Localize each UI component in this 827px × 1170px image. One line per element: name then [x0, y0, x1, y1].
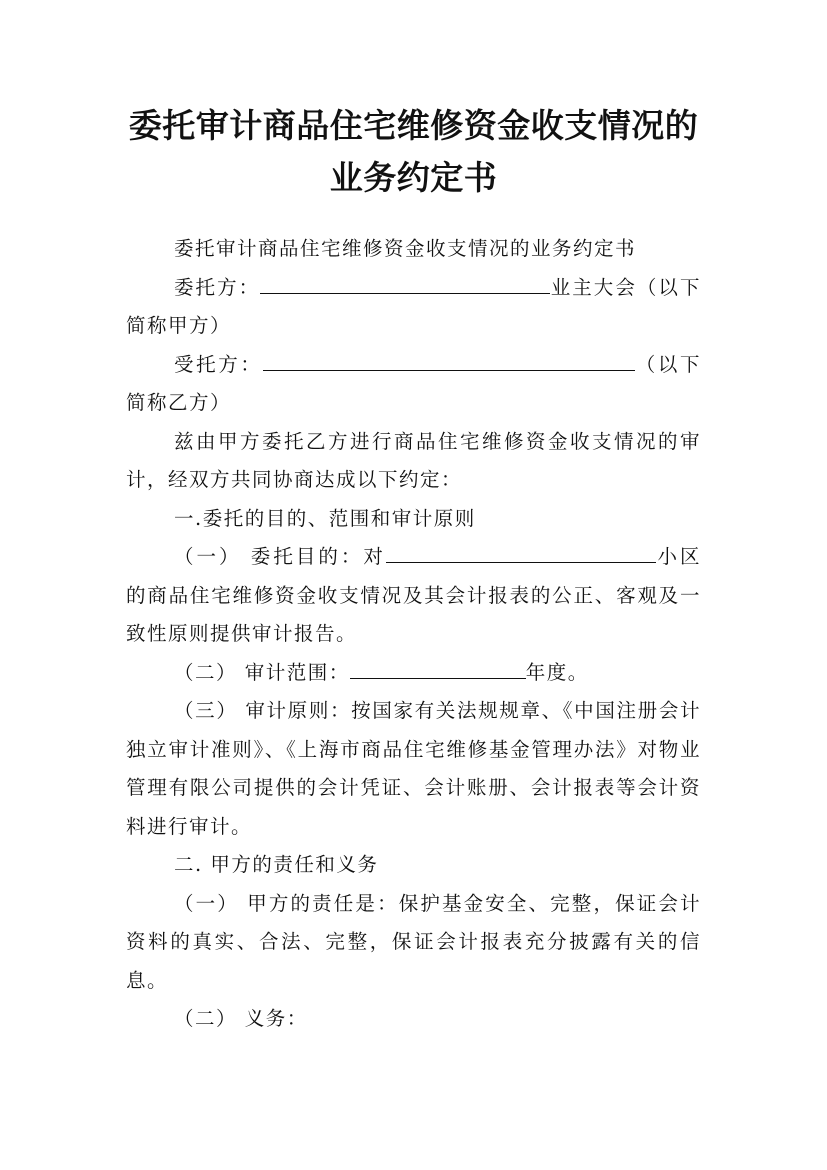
purpose-label: （一） 委托目的：对: [174, 545, 386, 568]
purpose-text: 小区的商品住宅维修资金收支情况及其会计报表的公正、客观及一致性原则提供审计报告。: [126, 545, 701, 645]
scope-label: （二） 审计范围：: [174, 660, 350, 684]
scope-suffix: 年度。: [525, 660, 589, 684]
document-title: 委托审计商品住宅维修资金收支情况的业务约定书: [128, 106, 699, 197]
audit-year-blank: [350, 659, 526, 679]
section-1-item-3: （三） 审计原则：按国家有关法规规章、《中国注册会计独立审计准则》、《上海市商品住宅维修基金管理办法》对物业管理有限公司提供的会计凭证、会计账册、会计报表等会计资料进行审计。: [126, 699, 701, 838]
contractor-label: 受托方：: [174, 352, 263, 376]
client-suffix: 业主大会（以下简称甲方）: [126, 275, 701, 337]
client-name-blank: [260, 274, 550, 294]
subtitle-paragraph: 委托审计商品住宅维修资金收支情况的业务约定书: [174, 237, 637, 260]
contractor-suffix: （以下简称乙方）: [126, 352, 701, 414]
section-1-item-1: [126, 538, 701, 654]
section-2-heading: 二. 甲方的责任和义务: [174, 853, 379, 876]
contractor-paragraph: [126, 346, 701, 423]
section-1-item-2: [126, 654, 701, 693]
section-2-item-2: （二） 义务：: [174, 1007, 308, 1030]
document-body: [126, 230, 701, 1039]
contractor-name-blank: [263, 351, 635, 371]
section-1-heading: 一.委托的目的、范围和审计原则: [174, 506, 476, 530]
client-label: 委托方：: [174, 275, 261, 299]
intro-paragraph: 兹由甲方委托乙方进行商品住宅维修资金收支情况的审计，经双方共同协商达成以下约定：: [126, 429, 701, 491]
section-2-item-1: （一） 甲方的责任是：保护基金安全、完整，保证会计资料的真实、合法、完整，保证会计报表充分披露有关的信息。: [126, 891, 701, 992]
community-name-blank: [386, 543, 656, 563]
client-paragraph: [126, 269, 701, 346]
